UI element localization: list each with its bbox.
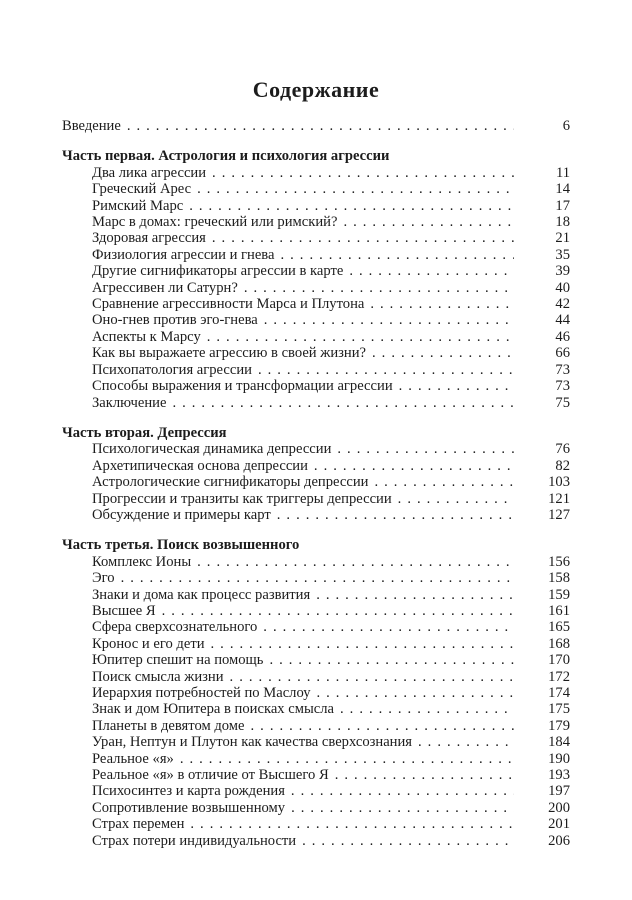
toc-page-number: 44 [555,312,570,329]
toc-leader-dots [285,800,514,816]
toc-entry [92,345,570,361]
toc-page-number: 11 [555,164,570,181]
toc-entry [92,701,570,717]
toc-entry-label: Здоровая агрессия [92,230,206,247]
toc-page-number: 175 [548,701,570,718]
toc-leader-dots [238,280,514,296]
toc-leader-dots [115,570,514,586]
toc-entry-label: Способы выражения и трансформации агрессии [92,378,393,395]
toc-page-number: 156 [548,553,570,570]
toc-entry [92,718,570,734]
page-title: Содержание [252,77,380,102]
toc-page-number: 66 [555,345,570,362]
toc-section-heading: Часть первая. Астрология и психология агрессии [62,148,390,165]
toc-leader-dots [201,329,514,345]
toc-leader-dots [334,701,514,717]
toc-leader-dots [245,718,514,734]
toc-entry [92,587,570,603]
toc-entry [92,652,570,668]
toc-page-number: 76 [555,441,570,458]
toc-entry [92,734,570,750]
toc-entry-label: Психопатология агрессии [92,361,252,378]
toc-entry [92,833,570,849]
toc-leader-dots [311,685,515,701]
toc-entry [92,280,570,296]
toc-page-number: 14 [555,181,570,198]
toc-entry-label: Аспекты к Марсу [92,328,201,345]
toc-page-number: 73 [555,378,570,395]
toc-entry [92,312,570,328]
toc-entry-label: Другие сигнификаторы агрессии в карте [92,263,344,280]
toc-entry-label: Уран, Нептун и Плутон как качества сверхсознания [92,734,413,751]
toc-entry [92,165,570,181]
toc-entry-label: Страх перемен [92,816,185,833]
toc-entry-label: Астрологические сигнификаторы депрессии [92,474,369,491]
toc-entry [92,247,570,263]
toc-entry [92,491,570,507]
toc-section-heading: Часть вторая. Депрессия [62,424,227,441]
toc-page-number: 161 [548,602,570,619]
toc-page-number: 165 [548,619,570,636]
toc-entry [92,474,570,490]
toc-leader-dots [121,118,514,134]
toc-entry-label: Введение [62,118,121,134]
toc-entry [92,767,570,783]
toc-page-number: 201 [548,816,570,833]
toc-leader-dots [206,230,514,246]
toc-entry-label: Эго [92,570,115,587]
toc-leader-dots [343,263,514,279]
toc-leader-dots [206,165,514,181]
toc-entry-label: Знаки и дома как процесс развития [92,586,311,603]
toc-entry-label: Психологическая динамика депрессии [92,441,332,458]
toc-page-number: 18 [555,214,570,231]
toc-page-number: 179 [548,717,570,734]
toc-leader-dots [252,362,514,378]
toc-page-number: 103 [548,474,570,491]
toc-sections [62,148,570,849]
toc-leader-dots [296,833,514,849]
toc-section [62,425,570,523]
toc-entry-label: Обсуждение и примеры карт [92,506,271,523]
toc-entry-label: Комплекс Ионы [92,553,192,570]
toc-leader-dots [191,554,514,570]
toc-page-number: 127 [548,506,570,523]
toc-page-number: 39 [555,263,570,280]
toc-page-number: 174 [548,685,570,701]
toc-entry [92,329,570,345]
toc-section [62,148,570,411]
toc-entry [92,378,570,394]
toc-leader-dots [275,247,515,263]
toc-page-number: 190 [548,750,570,767]
toc-entry-label: Марс в домах: греческий или римский? [92,214,338,231]
toc-page-number: 40 [555,279,570,296]
toc-entry-label: Знак и дом Юпитера в поисках смысла [92,701,335,718]
toc-entry-label: Римский Марс [92,197,184,214]
toc-entry-label: Реальное «я» [92,750,174,767]
toc-page-number: 197 [548,783,570,800]
toc-entry [92,458,570,474]
toc-entry [92,263,570,279]
toc-page-number: 35 [555,246,570,263]
toc-page-number: 82 [555,457,570,474]
toc-page-number: 170 [548,652,570,669]
toc-entry-label: Реальное «я» в отличие от Высшего Я [92,767,329,784]
toc-page-number: 42 [555,296,570,313]
toc-section-heading: Часть третья. Поиск возвышенного [62,537,300,554]
toc-leader-dots [183,198,514,214]
toc-page-number: 121 [548,490,570,507]
toc-entry-label: Страх потери индивидуальности [92,832,297,849]
toc-entry [92,441,570,457]
toc-entry [92,619,570,635]
toc-leader-dots [271,507,514,523]
toc-entry [92,181,570,197]
toc-page-number: 158 [548,570,570,587]
toc-entry-label: Юпитер спешит на помощь [92,652,264,669]
toc-entry [92,669,570,685]
toc-leader-dots [310,587,514,603]
toc-leader-dots [205,636,514,652]
toc-entry [92,296,570,312]
toc-entry [92,507,570,523]
toc-leader-dots [257,619,514,635]
toc-page-number: 206 [548,832,570,849]
toc-leader-dots [368,474,514,490]
toc-entry-label: Поиск смысла жизни [92,668,224,685]
toc-entry-intro [62,118,570,134]
toc-leader-dots [224,669,514,685]
toc-page-number: 17 [555,197,570,214]
toc-leader-dots [412,734,514,750]
toc-entry-label: Заключение [92,394,167,411]
toc-page-number: 46 [555,328,570,345]
toc-page-number: 21 [555,230,570,247]
toc-page-number: 159 [548,586,570,603]
toc-leader-dots [191,181,514,197]
toc-leader-dots [392,491,514,507]
toc-leader-dots [331,441,514,457]
toc-entry [92,800,570,816]
toc-entry [92,570,570,586]
toc-entry-label: Высшее Я [92,602,156,619]
toc-entry-label: Сопротивление возвышенному [92,799,286,816]
toc-leader-dots [156,603,514,619]
toc-entry [92,816,570,832]
toc-section [62,537,570,849]
toc-leader-dots [366,345,514,361]
toc-entry [92,636,570,652]
toc-entry-label: Греческий Арес [92,181,192,198]
toc-entry [92,603,570,619]
toc-page-number: 168 [548,635,570,652]
toc-entry [92,395,570,411]
toc-entry-label: Прогрессии и транзиты как триггеры депрессии [92,490,392,507]
toc-leader-dots [308,458,514,474]
toc-entry-label: Психосинтез и карта рождения [92,783,285,800]
toc-entry [92,214,570,230]
toc-entry-label: Сфера сверхсознательного [92,619,258,636]
toc-entry [92,198,570,214]
toc-leader-dots [337,214,514,230]
toc-leader-dots [166,395,514,411]
toc-entry-label: Архетипическая основа депрессии [92,457,308,474]
toc-entry [92,751,570,767]
toc-entry-label: Два лика агрессии [92,164,207,181]
toc-entry [92,554,570,570]
toc-entry-label: Как вы выражаете агрессию в своей жизни? [92,345,367,362]
toc-leader-dots [364,296,514,312]
toc-leader-dots [393,378,514,394]
toc-page-number: 73 [555,361,570,378]
toc-entry-label: Физиология агрессии и гнева [92,246,275,263]
toc-leader-dots [329,767,514,783]
toc-entry [92,783,570,799]
toc-entry-label: Оно-гнев против эго-гнева [92,312,258,329]
toc-leader-dots [263,652,514,668]
toc-entry-label: Сравнение агрессивности Марса и Плутона [92,296,365,313]
toc-entry-label: Планеты в девятом доме [92,717,245,734]
toc-leader-dots [184,816,514,832]
toc-leader-dots [258,312,514,328]
toc-entry [92,230,570,246]
toc-entry [92,685,570,701]
toc-page-number: 193 [548,767,570,784]
toc-page-number: 184 [548,734,570,751]
toc-page-number: 6 [562,118,570,134]
toc-entry-label: Кронос и его дети [92,635,205,652]
toc-page-number: 75 [555,394,570,411]
toc-page-number: 172 [548,668,570,685]
toc-entry-label: Агрессивен ли Сатурн? [92,279,238,296]
toc-leader-dots [285,783,514,799]
toc-page-number: 200 [548,799,570,816]
toc-entry-label: Иерархия потребностей по Маслоу [92,685,311,701]
toc-entry [92,362,570,378]
toc-leader-dots [174,751,514,767]
